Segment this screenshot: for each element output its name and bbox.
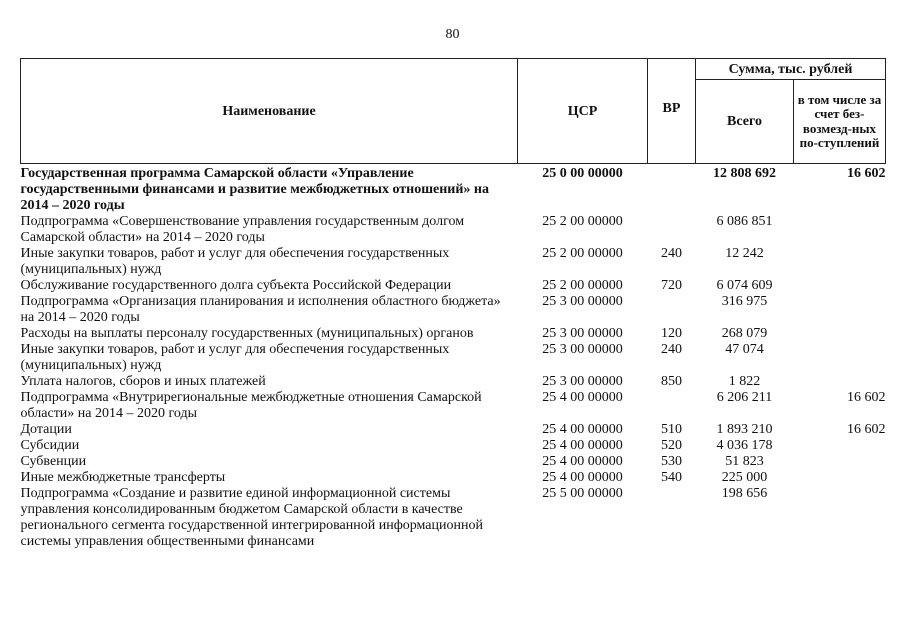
- row-vr: [648, 294, 696, 326]
- row-total: 225 000: [721, 470, 768, 485]
- row-other: [794, 470, 886, 486]
- row-name: Иные закупки товаров, работ и услуг для обеспечения государственных (муниципальных) нужд: [20, 246, 450, 277]
- budget-table: [20, 58, 886, 550]
- row-name: Иные закупки товаров, работ и услуг для обеспечения государственных (муниципальных) нужд: [20, 342, 450, 373]
- row-vr: 240: [661, 246, 682, 261]
- row-other: [794, 246, 886, 278]
- row-name: Иные межбюджетные трансферты: [20, 470, 226, 485]
- row-csr: 25 4 00 00000: [542, 390, 623, 405]
- row-other: [794, 326, 886, 342]
- row-vr: 520: [661, 438, 682, 453]
- header-csr: ЦСР: [518, 59, 648, 164]
- row-vr: [648, 486, 696, 550]
- row-total: 6 086 851: [716, 214, 773, 229]
- row-csr: 25 3 00 00000: [542, 342, 623, 357]
- table-row: [21, 438, 886, 454]
- row-csr: 25 4 00 00000: [542, 470, 623, 485]
- table-row: [21, 278, 886, 294]
- table-row: [21, 342, 886, 374]
- row-other: 16 602: [847, 390, 886, 405]
- row-name: Государственная программа Самарской области «Управление государственными финансами и развитие межбюджетных отношений» на 2014 – 2020 годы: [20, 166, 490, 213]
- table-row: [21, 422, 886, 438]
- row-other: [794, 294, 886, 326]
- row-vr: 510: [661, 422, 682, 437]
- row-name: Субсидии: [20, 438, 80, 453]
- table-row: [21, 470, 886, 486]
- row-vr: 530: [661, 454, 682, 469]
- row-other: [794, 454, 886, 470]
- row-total: 6 074 609: [716, 278, 773, 293]
- table-row: [21, 294, 886, 326]
- table-row: [21, 486, 886, 550]
- table-row: [21, 454, 886, 470]
- row-name: Подпрограмма «Организация планирования и исполнения областного бюджета» на 2014 – 2020 годы: [20, 294, 501, 325]
- row-total: 1 893 210: [716, 422, 773, 437]
- row-total: 51 823: [725, 454, 764, 469]
- row-total: 4 036 178: [716, 438, 773, 453]
- header-sum: Сумма, тыс. рублей: [696, 59, 886, 80]
- row-other: [794, 486, 886, 550]
- row-vr: 240: [661, 342, 682, 357]
- row-vr: [648, 214, 696, 246]
- table-row: [21, 326, 886, 342]
- row-total: 268 079: [721, 326, 768, 341]
- row-name: Дотации: [20, 422, 72, 437]
- row-total: 1 822: [728, 374, 761, 389]
- row-csr: 25 5 00 00000: [542, 486, 623, 501]
- header-vr: ВР: [648, 59, 696, 164]
- row-name: Подпрограмма «Создание и развитие единой информационной системы управления консолидированным бюджетом Самарской области в качестве регионального сегмента государственной интегрированной информационной системы управления общественными финансами: [20, 486, 483, 549]
- row-csr: 25 2 00 00000: [542, 246, 623, 261]
- row-vr: 850: [661, 374, 682, 389]
- table-row: [21, 246, 886, 278]
- row-name: Подпрограмма «Внутрирегиональные межбюджетные отношения Самарской области» на 2014 – 2020 годы: [20, 390, 482, 421]
- page-number: 80: [445, 27, 460, 42]
- row-csr: 25 3 00 00000: [542, 374, 623, 389]
- row-other: [794, 278, 886, 294]
- table-body: [21, 164, 886, 551]
- row-other: [794, 342, 886, 374]
- row-name: Уплата налогов, сборов и иных платежей: [20, 374, 266, 389]
- row-other: 16 602: [847, 166, 886, 181]
- table-row: [21, 390, 886, 422]
- row-csr: 25 4 00 00000: [542, 454, 623, 469]
- row-total: 47 074: [725, 342, 764, 357]
- row-total: 316 975: [721, 294, 768, 309]
- table-row: [21, 164, 886, 215]
- row-total: 12 242: [725, 246, 764, 261]
- row-vr: 120: [661, 326, 682, 341]
- row-other: 16 602: [847, 422, 886, 437]
- row-vr: 540: [661, 470, 682, 485]
- row-csr: 25 4 00 00000: [542, 422, 623, 437]
- row-name: Обслуживание государственного долга субъекта Российской Федерации: [20, 278, 452, 293]
- row-csr: 25 3 00 00000: [542, 294, 623, 309]
- row-name: Субвенции: [20, 454, 87, 469]
- header-name: Наименование: [21, 59, 518, 164]
- row-total: 6 206 211: [716, 390, 773, 405]
- row-csr: 25 2 00 00000: [542, 278, 623, 293]
- row-csr: 25 2 00 00000: [542, 214, 623, 229]
- row-total: 12 808 692: [713, 166, 776, 181]
- table-row: [21, 214, 886, 246]
- row-csr: 25 3 00 00000: [542, 326, 623, 341]
- row-other: [794, 438, 886, 454]
- row-vr: 720: [661, 278, 682, 293]
- table-header: [21, 59, 886, 164]
- row-csr: 25 0 00 00000: [542, 166, 623, 181]
- row-csr: 25 4 00 00000: [542, 438, 623, 453]
- row-name: Подпрограмма «Совершенствование управления государственным долгом Самарской области» на 2014 – 2020 годы: [20, 214, 465, 245]
- row-name: Расходы на выплаты персоналу государственных (муниципальных) органов: [20, 326, 474, 341]
- row-total: 198 656: [721, 486, 768, 501]
- header-total: Всего: [696, 80, 794, 164]
- table-row: [21, 374, 886, 390]
- row-other: [794, 374, 886, 390]
- row-other: [794, 214, 886, 246]
- header-other: в том числе за счет без-возмезд-ных по-ступлений: [794, 80, 886, 164]
- row-vr: [648, 164, 696, 215]
- row-vr: [648, 390, 696, 422]
